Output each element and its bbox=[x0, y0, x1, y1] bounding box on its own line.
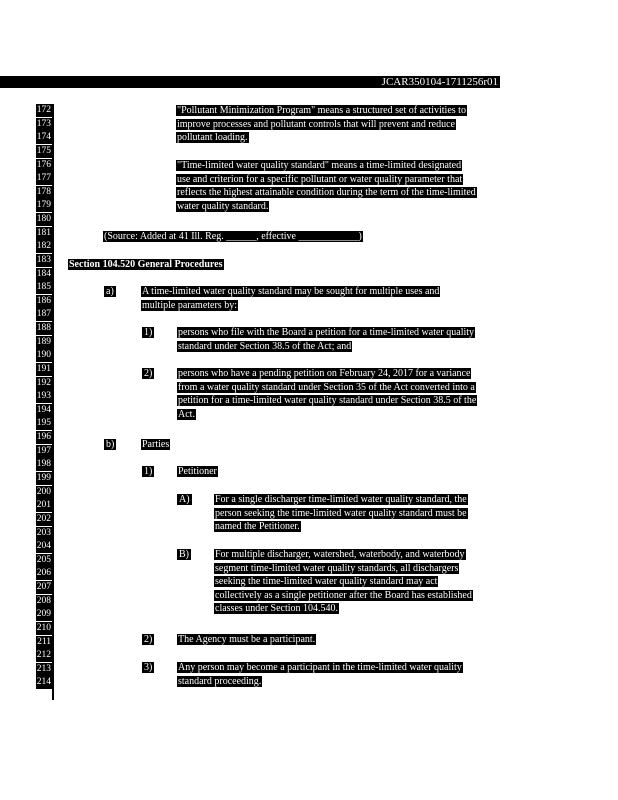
item-a1-marker: 1) bbox=[144, 327, 153, 338]
line-number: 184 bbox=[36, 268, 51, 279]
line-number: 214 bbox=[36, 677, 51, 688]
line-number: 192 bbox=[36, 377, 51, 388]
line-number: 208 bbox=[36, 595, 51, 606]
line-number: 197 bbox=[36, 445, 51, 456]
definition-pollutant-minimization: "Pollutant Minimization Program" means a structured set of activities to improve processes and pollutant controls that will prevent and reduce pollutant loading. bbox=[177, 105, 466, 144]
line-number: 176 bbox=[36, 159, 51, 170]
line-number: 177 bbox=[36, 173, 51, 184]
line-number: 195 bbox=[36, 418, 51, 429]
item-b1A-text: For a single discharger time-limited water quality standard, the person seeking the time-limited water quality standard must be named the Petitioner. bbox=[215, 494, 467, 533]
line-number: 204 bbox=[36, 541, 51, 552]
line-number: 188 bbox=[36, 323, 51, 334]
line-number: 210 bbox=[36, 622, 51, 633]
line-number: 201 bbox=[36, 500, 51, 511]
line-number: 178 bbox=[36, 186, 51, 197]
definition-time-limited-standard: "Time-limited water quality standard" means a time-limited designated use and criterion for a specific pollutant or water quality parameter that reflects the highest attainable condition during the term of the time-limited water quality standard. bbox=[177, 160, 476, 212]
line-number: 194 bbox=[36, 404, 51, 415]
line-number: 200 bbox=[36, 486, 51, 497]
line-number: 213 bbox=[36, 663, 51, 674]
subsection-b-label: Parties bbox=[142, 439, 170, 450]
line-number: 173 bbox=[36, 118, 51, 129]
subsection-a-text: A time-limited water quality standard may be sought for multiple uses and multiple parameters by: bbox=[142, 286, 440, 311]
line-number: 172 bbox=[36, 105, 51, 115]
line-number: 185 bbox=[36, 282, 51, 293]
item-b2-text: The Agency must be a participant. bbox=[178, 634, 316, 645]
item-b1B-text: For multiple discharger, watershed, waterbody, and waterbody segment time-limited water quality standards, all dischargers seeking the time-limited water quality standard may act collectively as a single petitioner after the Board has established classes under Section 104.540. bbox=[215, 549, 472, 615]
item-b1-label: Petitioner bbox=[178, 466, 217, 477]
line-number: 196 bbox=[36, 432, 51, 443]
line-number: 174 bbox=[36, 132, 51, 143]
line-number: 206 bbox=[36, 568, 51, 579]
item-b1-marker: 1) bbox=[144, 466, 153, 477]
item-b2-marker: 2) bbox=[144, 634, 153, 645]
item-a1-text: persons who file with the Board a petition for a time-limited water quality standard under Section 38.5 of the Act; and bbox=[178, 327, 475, 352]
line-number: 205 bbox=[36, 554, 51, 565]
line-number: 202 bbox=[36, 513, 51, 524]
line-number: 190 bbox=[36, 350, 51, 361]
line-number: 189 bbox=[36, 336, 51, 347]
subsection-a-marker: a) bbox=[106, 286, 114, 297]
line-number: 199 bbox=[36, 473, 51, 483]
item-a2-marker: 2) bbox=[144, 368, 153, 379]
line-number: 191 bbox=[36, 363, 51, 374]
source-note: (Source: Added at 41 Ill. Reg. ______, effective ____________) bbox=[104, 231, 362, 242]
line-number: 182 bbox=[36, 241, 51, 252]
line-number: 181 bbox=[36, 227, 51, 238]
line-number: 187 bbox=[36, 309, 51, 320]
item-a2-text: persons who have a pending petition on February 24, 2017 for a variance from a water quality standard under Section 35 of the Act converted into a petition for a time-limited water quality standard under Section 38.5 of the Act. bbox=[178, 368, 477, 420]
line-number: 186 bbox=[36, 295, 51, 306]
line-number: 212 bbox=[36, 650, 51, 661]
line-number: 179 bbox=[36, 200, 51, 211]
line-number: 211 bbox=[37, 636, 51, 647]
subsection-b-marker: b) bbox=[106, 439, 115, 450]
document-id: JCAR350104-1711256r01 bbox=[0, 76, 500, 88]
item-b1B-marker: B) bbox=[179, 549, 189, 560]
section-title: Section 104.520 General Procedures bbox=[69, 259, 223, 270]
line-number: 175 bbox=[36, 145, 51, 156]
item-b1A-marker: A) bbox=[179, 494, 190, 505]
line-number: 203 bbox=[36, 527, 51, 538]
line-number: 180 bbox=[36, 214, 51, 225]
line-number: 209 bbox=[36, 609, 51, 620]
item-b3-marker: 3) bbox=[144, 662, 153, 673]
line-number: 198 bbox=[36, 459, 51, 470]
line-number: 183 bbox=[36, 254, 51, 265]
line-number: 193 bbox=[36, 391, 51, 402]
item-b3-text: Any person may become a participant in the time-limited water quality standard proceeding. bbox=[178, 662, 462, 687]
line-number: 207 bbox=[36, 582, 51, 593]
line-number-rule bbox=[52, 104, 54, 700]
